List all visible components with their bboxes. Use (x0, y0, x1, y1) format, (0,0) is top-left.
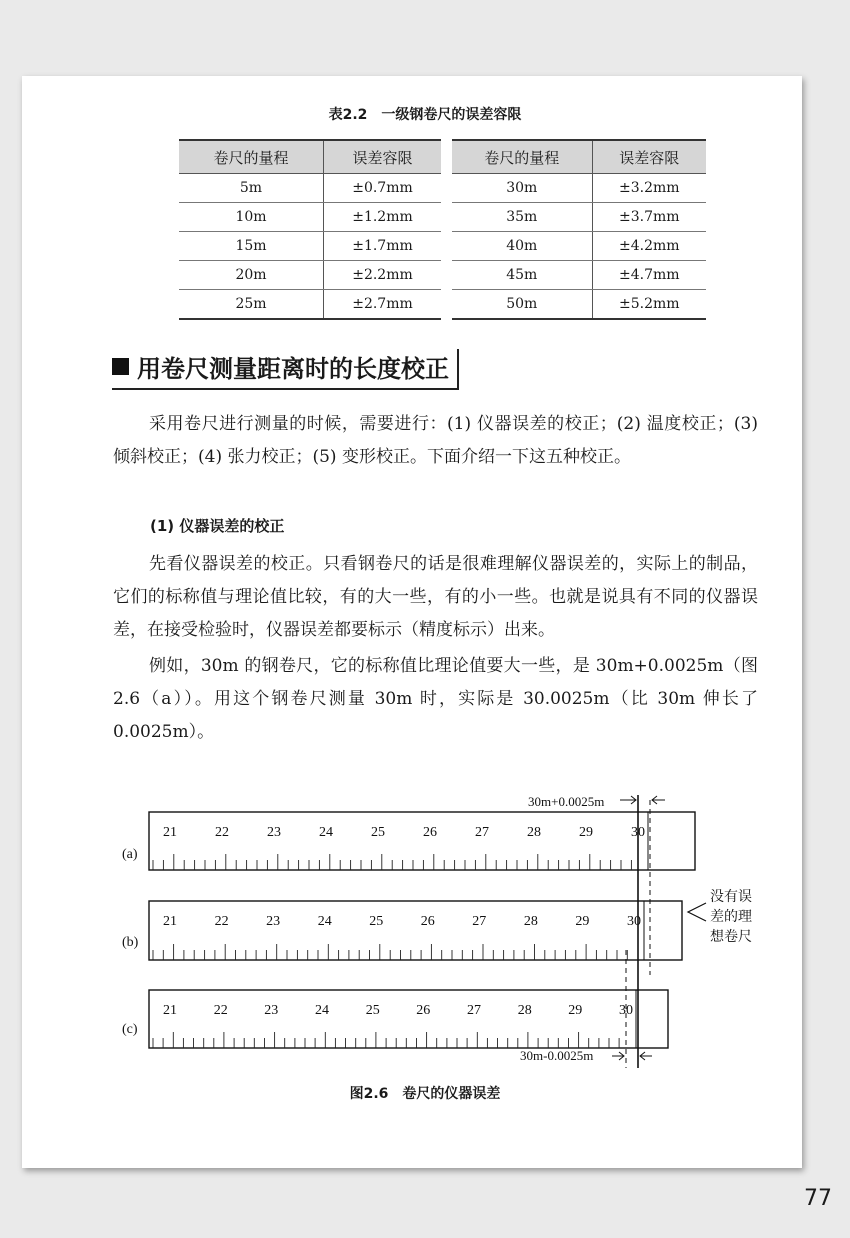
ruler-number: 29 (575, 914, 590, 929)
ruler-number: 26 (423, 825, 437, 840)
ruler-number: 23 (264, 1003, 279, 1018)
ruler-b (122, 901, 682, 960)
ruler-number: 21 (163, 825, 177, 840)
range-cell: 50m (452, 290, 592, 320)
ruler-label: (a) (122, 847, 138, 862)
ruler-number: 21 (163, 914, 177, 929)
tolerance-cell: ±5.2mm (592, 290, 706, 320)
tolerance-cell: ±2.2mm (323, 261, 441, 290)
ruler-label: (c) (122, 1022, 138, 1037)
bottom-annotation: 30m-0.0025m (520, 1048, 594, 1063)
tolerance-cell: ±3.2mm (592, 174, 706, 203)
range-cell: 15m (179, 232, 323, 261)
intro-paragraph: 采用卷尺进行测量的时候，需要进行：(1) 仪器误差的校正；(2) 温度校正；(3) 倾斜校正；(4) 张力校正；(5) 变形校正。下面介绍一下这五种校正。 (113, 414, 758, 467)
ruler-number: 27 (475, 825, 489, 840)
ruler-number: 22 (213, 1003, 228, 1018)
top-annotation: 30m+0.0025m (528, 794, 605, 809)
header-range: 卷尺的量程 (179, 140, 323, 174)
ruler-number: 22 (215, 825, 229, 840)
ruler-number: 27 (467, 1003, 481, 1018)
tolerance-cell: ±1.7mm (323, 232, 441, 261)
tolerance-cell: ±4.2mm (592, 232, 706, 261)
ruler-number: 25 (371, 825, 385, 840)
body-paragraph-2: 例如，30m 的钢卷尺，它的标称值比理论值要大一些，是 30m+0.0025m（图 2.6（a））。用这个钢卷尺测量 30m 时，实际是 30.0025m（比 30m 伸长了 0.0025m）。 (113, 656, 758, 742)
range-cell: 5m (179, 174, 323, 203)
ruler-number: 25 (369, 914, 384, 929)
range-cell: 40m (452, 232, 592, 261)
ruler-number: 28 (523, 914, 538, 929)
ruler-number: 30 (619, 1003, 633, 1018)
ruler-number: 25 (365, 1003, 380, 1018)
ruler-number: 24 (315, 1003, 329, 1018)
side-note-line-3: 想卷尺 (710, 929, 752, 945)
ruler-number: 26 (420, 914, 435, 929)
range-cell: 25m (179, 290, 323, 320)
tolerance-cell: ±1.2mm (323, 203, 441, 232)
ruler-number: 27 (472, 914, 487, 929)
tolerance-cell: ±3.7mm (592, 203, 706, 232)
ruler-number: 22 (214, 914, 229, 929)
ruler-number: 29 (568, 1003, 583, 1018)
figure-caption: 图2.6 卷尺的仪器误差 (349, 1086, 501, 1102)
header-tolerance: 误差容限 (592, 140, 706, 174)
ruler-number: 28 (527, 825, 541, 840)
range-cell: 35m (452, 203, 592, 232)
ruler-number: 29 (579, 825, 593, 840)
side-note-line-2: 差的理 (710, 909, 752, 925)
header-range: 卷尺的量程 (452, 140, 592, 174)
ruler-number: 30 (627, 914, 641, 929)
ruler-c (122, 990, 668, 1048)
ruler-number: 21 (163, 1003, 177, 1018)
section-heading-text: 用卷尺测量距离时的长度校正 (137, 355, 449, 383)
subsection-heading: (1) 仪器误差的校正 (150, 517, 285, 535)
tolerance-cell: ±2.7mm (323, 290, 441, 320)
tolerance-cell: ±4.7mm (592, 261, 706, 290)
tolerance-cell: ±0.7mm (323, 174, 441, 203)
ruler-number: 28 (517, 1003, 532, 1018)
range-cell: 45m (452, 261, 592, 290)
ruler-number: 26 (416, 1003, 431, 1018)
ruler-a (122, 812, 695, 870)
side-note-line-1: 没有误 (710, 889, 752, 905)
body-paragraph-1: 先看仪器误差的校正。只看钢卷尺的话是很难理解仪器误差的，实际上的制品，它们的标称值与理论值比较，有的大一些，有的小一些。也就是说具有不同的仪器误差，在接受检验时，仪器误差都要标示（精度标示）出来。 (113, 554, 758, 640)
range-cell: 10m (179, 203, 323, 232)
ruler-label: (b) (122, 935, 139, 950)
ruler-number: 24 (317, 914, 332, 929)
header-tolerance: 误差容限 (323, 140, 441, 174)
ruler-number: 23 (266, 914, 281, 929)
range-cell: 20m (179, 261, 323, 290)
ruler-number: 30 (631, 825, 645, 840)
table-caption: 表2.2 一级钢卷尺的误差容限 (328, 107, 522, 123)
ruler-number: 24 (319, 825, 333, 840)
page-number: 77 (804, 1186, 832, 1211)
ruler-number: 23 (267, 825, 281, 840)
range-cell: 30m (452, 174, 592, 203)
